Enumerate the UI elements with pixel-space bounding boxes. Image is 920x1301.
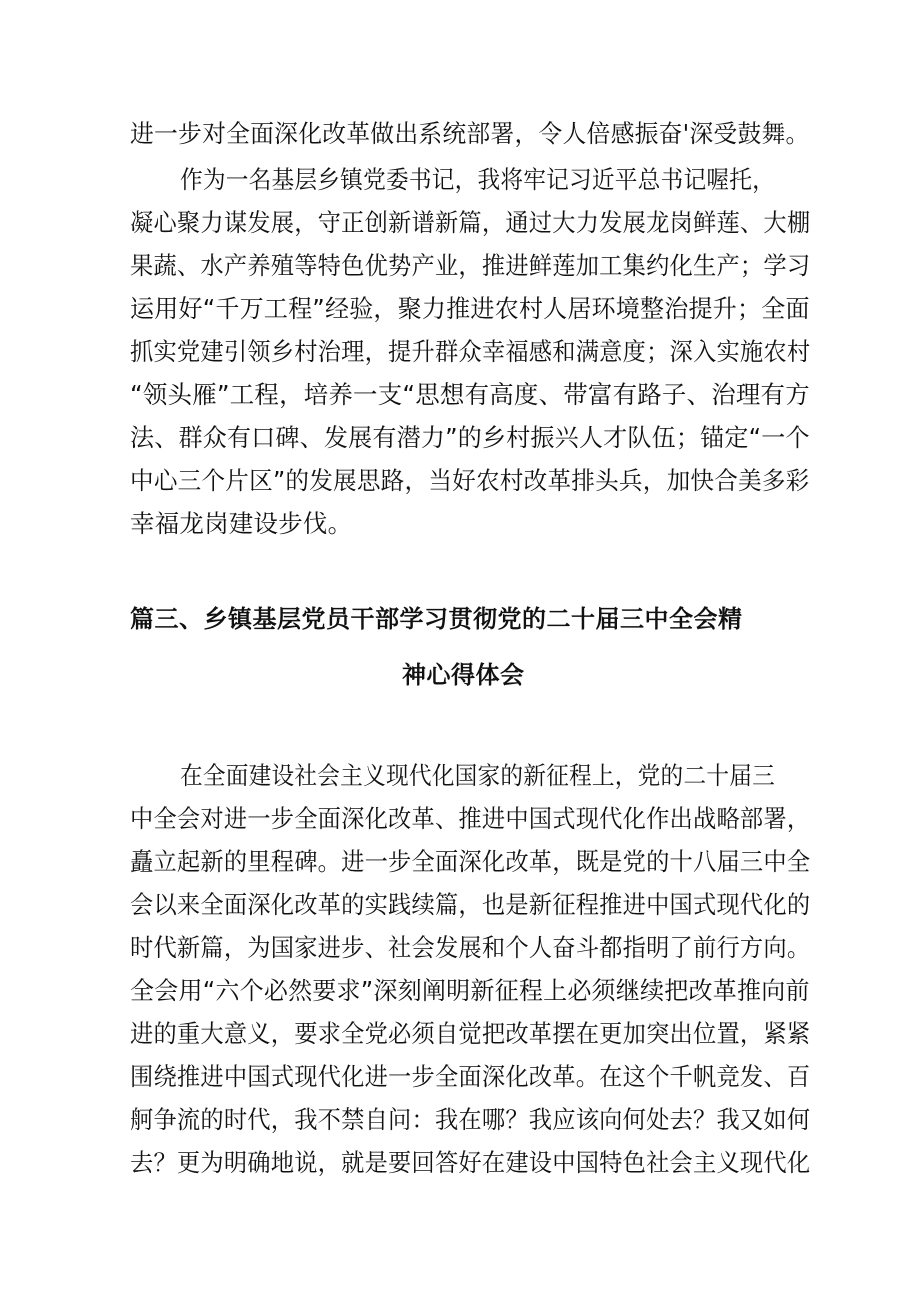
- paragraph-line: 进的重大意义，要求全党必须自觉把改革摆在更加突出位置，紧紧: [130, 1019, 811, 1048]
- section-heading-line-2: 神心得体会: [402, 661, 525, 689]
- paragraph-line: 果蔬、水产养殖等特色优势产业，推进鲜莲加工集约化生产；学习: [130, 251, 811, 280]
- paragraph-line: 抓实党建引领乡村治理，提升群众幸福感和满意度；深入实施农村: [130, 337, 811, 366]
- paragraph-line: 幸福龙岗建设步伐。: [130, 509, 353, 538]
- paragraph-line: 时代新篇，为国家进步、社会发展和个人奋斗都指明了前行方向。: [130, 933, 811, 962]
- paragraph-line: 全会用“六个必然要求”深刻阐明新征程上必须继续把改革推向前: [130, 976, 810, 1005]
- paragraph-line: 舸争流的时代，我不禁自问：我在哪？我应该向何处去？我又如何: [130, 1105, 811, 1134]
- paragraph-line: 去？更为明确地说，就是要回答好在建设中国特色社会主义现代化: [130, 1148, 811, 1177]
- paragraph-line: 法、群众有口碑、发展有潜力”的乡村振兴人才队伍；锚定“一个: [130, 423, 810, 452]
- paragraph-line: 在全面建设社会主义现代化国家的新征程上，党的二十届三: [180, 761, 775, 790]
- paragraph-line: 凝心聚力谋发展，守正创新谱新篇，通过大力发展龙岗鲜莲、大棚: [130, 208, 811, 237]
- paragraph-line: 作为一名基层乡镇党委书记，我将牢记习近平总书记喔托，: [180, 165, 775, 194]
- paragraph-line: 会以来全面深化改革的实践续篇，也是新征程推进中国式现代化的: [130, 890, 811, 919]
- paragraph-line: 进一步对全面深化改革做出系统部署，令人倍感振奋'深受鼓舞。: [130, 119, 810, 148]
- paragraph-line: “领头雁”工程，培养一支“思想有高度、带富有路子、治理有方: [130, 380, 810, 409]
- paragraph-line: 矗立起新的里程碑。进一步全面深化改革，既是党的十八届三中全: [130, 847, 811, 876]
- paragraph-line: 运用好“千万工程”经验，聚力推进农村人居环境整治提升；全面: [130, 294, 810, 323]
- paragraph-line: 围绕推进中国式现代化进一步全面深化改革。在这个千帆竞发、百: [130, 1062, 811, 1091]
- section-heading-line-1: 篇三、乡镇基层党员干部学习贯彻党的二十届三中全会精: [130, 605, 743, 633]
- paragraph-line: 中心三个片区”的发展思路，当好农村改革排头兵，加快合美多彩: [130, 466, 810, 495]
- paragraph-line: 中全会对进一步全面深化改革、推进中国式现代化作出战略部署，: [130, 804, 811, 833]
